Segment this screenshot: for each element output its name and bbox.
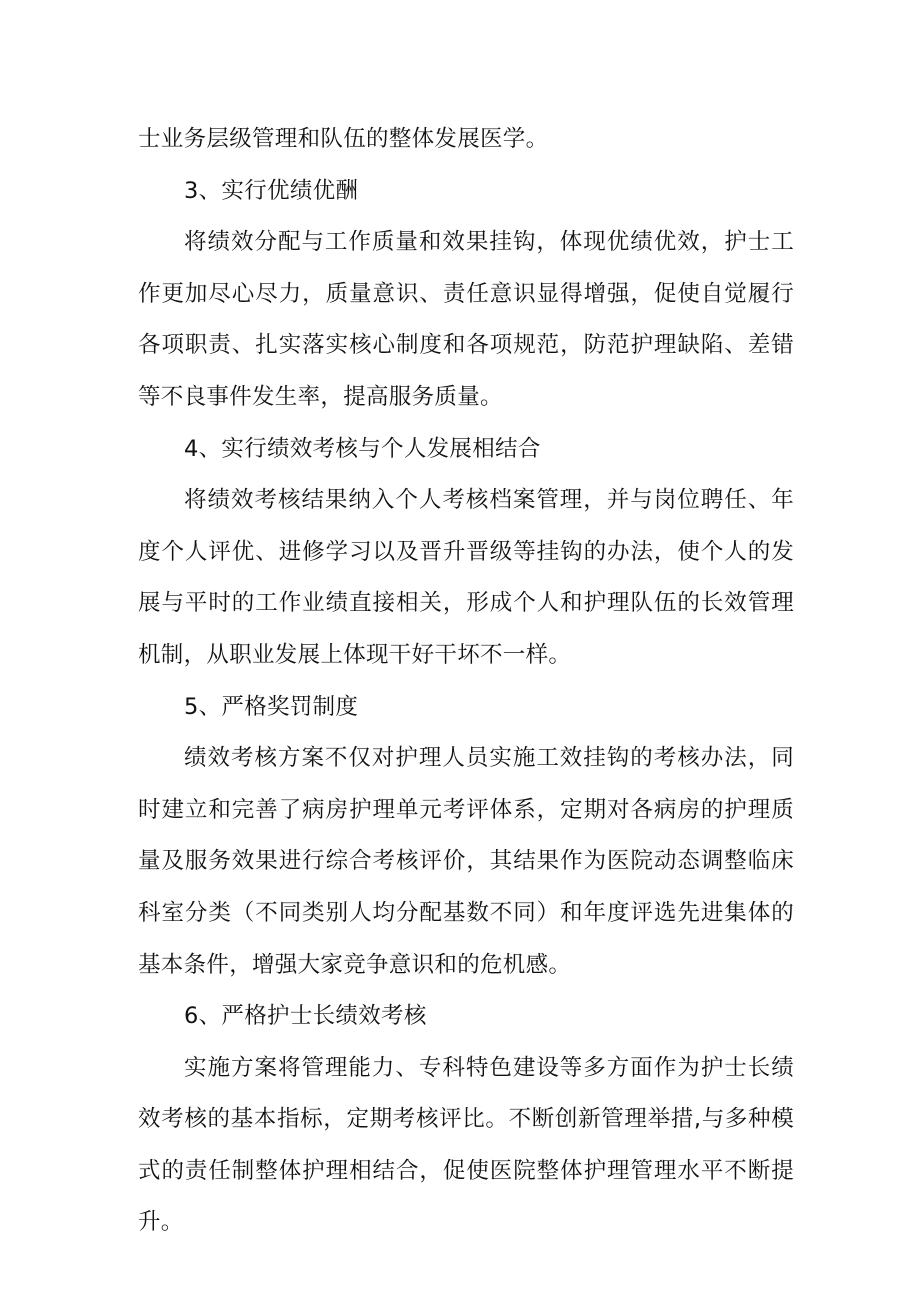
paragraph-line: 展与平时的工作业绩直接相关，形成个人和护理队伍的长效管理 (138, 590, 794, 617)
paragraph-line: 式的责任制整体护理相结合，促使医院整体护理管理水平不断提 (138, 1157, 794, 1184)
section-heading-6: 6、严格护士长绩效考核 (184, 1003, 427, 1030)
section-heading-3: 3、实行优绩优酬 (184, 177, 359, 204)
paragraph-line: 实施方案将管理能力、专科特色建设等多方面作为护士长绩 (184, 1054, 794, 1081)
paragraph-line: 时建立和完善了病房护理单元考评体系，定期对各病房的护理质 (138, 796, 794, 823)
paragraph-line: 将绩效考核结果纳入个人考核档案管理，并与岗位聘任、年 (184, 487, 794, 514)
section-heading-4: 4、实行绩效考核与个人发展相结合 (184, 435, 541, 462)
paragraph-line: 作更加尽心尽力，质量意识、责任意识显得增强，促使自觉履行 (138, 280, 794, 307)
section-heading-5: 5、严格奖罚制度 (184, 693, 359, 720)
text-line-continuation: 士业务层级管理和队伍的整体发展医学。 (138, 126, 549, 152)
paragraph-line: 升。 (138, 1209, 184, 1236)
paragraph-line: 将绩效分配与工作质量和效果挂钩，体现优绩优效，护士工 (184, 229, 794, 256)
paragraph-line: 效考核的基本指标，定期考核评比。不断创新管理举措,与多种模 (138, 1106, 794, 1133)
document-body (138, 114, 794, 1249)
paragraph-line: 机制，从职业发展上体现干好干坏不一样。 (138, 641, 572, 668)
paragraph-line: 等不良事件发生率，提高服务质量。 (138, 383, 503, 410)
paragraph-line: 科室分类（不同类别人均分配基数不同）和年度评选先进集体的 (138, 899, 794, 926)
paragraph-line: 各项职责、扎实落实核心制度和各项规范，防范护理缺陷、差错 (138, 332, 794, 359)
paragraph-line: 绩效考核方案不仅对护理人员实施工效挂钩的考核办法，同 (184, 745, 794, 772)
paragraph-line: 量及服务效果进行综合考核评价，其结果作为医院动态调整临床 (138, 848, 794, 875)
paragraph-line: 基本条件，增强大家竞争意识和的危机感。 (138, 951, 572, 978)
paragraph-line: 度个人评优、进修学习以及晋升晋级等挂钩的办法，使个人的发 (138, 538, 794, 565)
